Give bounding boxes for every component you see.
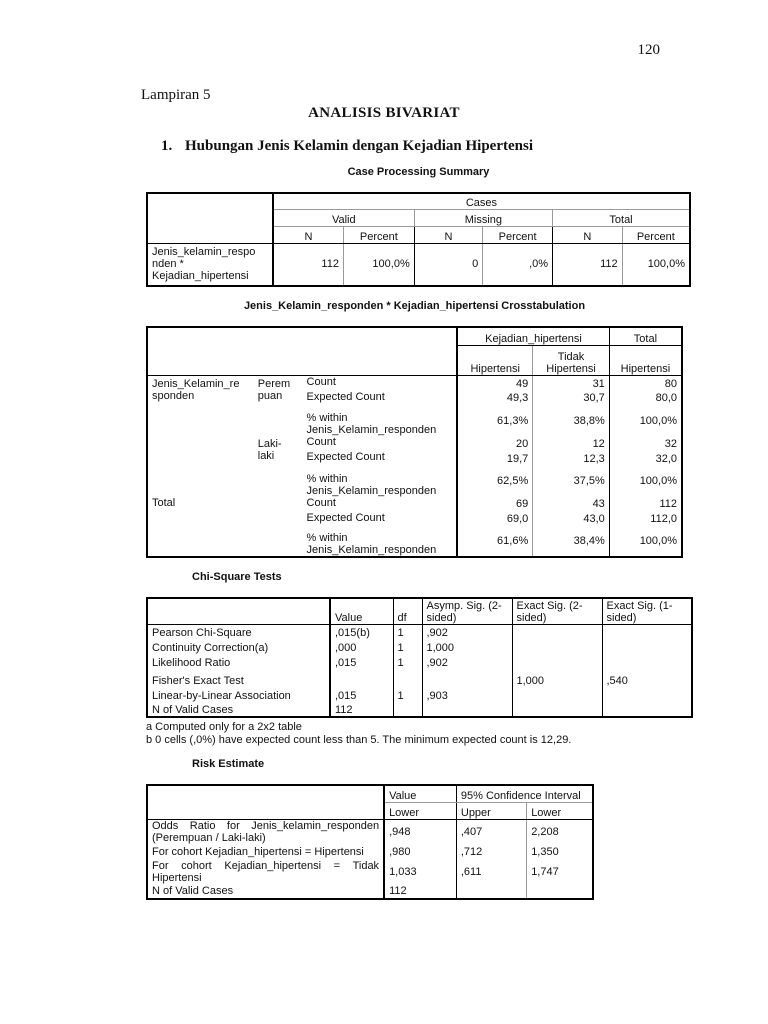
crosstab-value-cell: 20 [516,437,529,450]
corner-cell [147,346,457,376]
crosstab-value-cell: 43,0 [533,512,610,527]
chi-value-cell [422,702,512,717]
crosstab-title: Jenis_Kelamin_responden * Kejadian_hipertensi Crosstabulation [243,300,586,312]
crosstab-value-cell: 100,0% [609,466,682,496]
crosstab-value-cell: 112,0 [609,512,682,527]
col-header: Hipertensi [457,346,533,376]
crosstab-value-cell: 80,0 [609,391,682,406]
chi-value-cell: ,902 [422,624,512,639]
risk-value-cell: ,712 [456,844,526,859]
chi-value-cell: 1 [393,624,422,639]
crosstab-value-cell: 49 [516,377,529,390]
chi-row-label: N of Valid Cases [147,702,330,717]
crosstab-value-cell: 69 [516,498,529,511]
risk-value-cell: ,407 [456,819,526,844]
crosstab-value-cell: 62,5% [497,475,529,488]
col-header: N [414,226,483,243]
corner-cell [147,785,384,802]
chi-row-label: Pearson Chi-Square [147,624,330,639]
chi-value-cell [602,639,692,654]
chi-value-cell: ,000 [335,642,357,654]
crosstab-value-cell: 112 [609,497,682,512]
col-header: Exact Sig. (1-sided) [602,598,692,624]
appendix-label: Lampiran 5 [141,87,211,103]
crosstab-value-cell: 43 [533,497,610,512]
chi-value-cell: ,015 [335,657,357,669]
chi-value-cell: 1,000 [512,669,602,687]
risk-table [146,784,594,900]
chi-value-cell [512,624,602,639]
crosstab-value-cell: 38,4% [533,527,610,557]
section-title: Hubungan Jenis Kelamin dengan Kejadian Hipertensi [185,138,533,154]
crosstab-value-cell: 19,7 [506,452,529,465]
crosstab-stat-label: Expected Count [303,512,458,527]
value-cell: 100,0% [343,243,414,286]
chi-value-cell: 1 [393,654,422,669]
col-header: Tidak Hipertensi [533,346,610,376]
crosstab-group-label [254,436,303,496]
value-cell: ,0% [483,243,553,286]
crosstab-value-cell: 69,0 [506,513,529,526]
chi-value-cell [422,669,512,687]
risk-value-cell [456,884,526,899]
var-label-line: Jenis_Kelamin_re [152,378,240,391]
crosstab-value-cell: 80 [609,376,682,391]
chi-value-cell [512,687,602,702]
chi-value-cell [512,654,602,669]
crosstab-stat-label: % within Jenis_Kelamin_responden [303,406,458,436]
col-header: Value [330,598,393,624]
col-header: N [553,226,623,243]
crosstab-stat-label: Count [303,497,458,512]
chi-value-cell: 1,000 [422,639,512,654]
risk-value-cell: 112 [389,884,407,897]
chi-value-cell [330,669,393,687]
col-header: Lower [384,802,456,819]
risk-value-cell: 1,350 [527,844,593,859]
crosstab-table [146,326,683,558]
chi-value-cell [602,687,692,702]
risk-title: Risk Estimate [192,758,265,770]
col-header: Percent [483,226,553,243]
case-summary-table [146,192,691,287]
chi-title: Chi-Square Tests [192,571,282,583]
row-label-line: Jenis_kelamin_respo [152,246,256,259]
crosstab-value-cell: 61,6% [497,535,529,548]
section-number: 1. [161,138,173,154]
value-cell: 112 [321,258,339,271]
section-heading [161,138,533,155]
page-number: 120 [637,42,660,58]
cases-header: Cases [273,193,690,209]
row-label-line: nden * [152,258,184,271]
crosstab-var-label [147,376,254,497]
crosstab-value-cell: 38,8% [533,406,610,436]
case-summary-title: Case Processing Summary [347,166,490,178]
group-header: Valid [273,209,414,226]
chi-value-cell: 1 [393,639,422,654]
col-header: Lower [527,802,593,819]
group-header: Total [553,209,690,226]
chi-note: a Computed only for a 2x2 table [146,721,302,733]
value-cell: 112 [553,243,623,286]
risk-row-label: For cohort Kejadian_hipertensi = Tidak Hipertensi [147,859,384,883]
chi-value-cell [512,639,602,654]
crosstab-stat-label: Count [303,376,458,391]
chi-value-cell: 1 [393,687,422,702]
crosstab-value-cell: 37,5% [533,466,610,496]
corner-cell [147,327,457,346]
risk-value-cell: 1,747 [527,859,593,883]
col-header: Hipertensi [609,346,682,376]
chi-note: b 0 cells (,0%) have expected count less than 5. The minimum expected count is 12,29. [146,734,572,746]
chi-value-cell [602,702,692,717]
corner-cell [147,193,273,243]
row-label-line: Kejadian_hipertensi [152,270,249,283]
chi-value-cell: 112 [335,704,353,716]
crosstab-group-header: Kejadian_hipertensi [457,327,609,346]
chi-value-cell [512,702,602,717]
crosstab-stat-label: Expected Count [303,451,458,466]
group-label-line: puan [257,390,283,403]
chi-row-label: Continuity Correction(a) [147,639,330,654]
col-header: df [393,598,422,624]
crosstab-stat-label: % within Jenis_Kelamin_responden [303,527,458,557]
crosstab-value-cell: 100,0% [609,406,682,436]
row-label [147,243,273,286]
crosstab-value-cell: 30,7 [533,391,610,406]
risk-value-cell: 1,033 [389,865,417,878]
group-header: Missing [414,209,552,226]
chi-row-label: Fisher's Exact Test [147,669,330,687]
risk-value-cell: ,611 [456,859,526,883]
crosstab-value-cell: 31 [533,376,610,391]
risk-row-label: For cohort Kejadian_hipertensi = Hipertensi [147,844,384,859]
value-cell: 0 [414,243,483,286]
col-header: N [273,226,344,243]
chi-value-cell: ,540 [602,669,692,687]
risk-value-cell [527,884,593,899]
crosstab-value-cell: 49,3 [506,392,529,405]
crosstab-value-cell: 12 [533,436,610,451]
col-header: Value [384,785,456,802]
col-header: 95% Confidence Interval [456,785,593,802]
chi-square-table [146,597,693,718]
chi-row-label: Linear-by-Linear Association [147,687,330,702]
crosstab-stat-label: Count [303,436,458,451]
crosstab-value-cell: 32,0 [609,451,682,466]
chi-row-label: Likelihood Ratio [147,654,330,669]
crosstab-value-cell: 100,0% [609,527,682,557]
risk-value-cell: 2,208 [527,819,593,844]
risk-value-cell: ,948 [389,826,411,839]
crosstab-stat-label: Expected Count [303,391,458,406]
value-cell: 100,0% [622,243,690,286]
page-title: ANALISIS BIVARIAT [308,105,460,121]
chi-value-cell [602,624,692,639]
chi-value-cell: ,903 [422,687,512,702]
crosstab-group-label [254,376,303,436]
crosstab-value-cell: 12,3 [533,451,610,466]
col-header: Percent [622,226,690,243]
var-label-line: sponden [152,390,195,403]
chi-value-cell: ,015(b) [335,627,370,639]
col-header: Upper [456,802,526,819]
risk-value-cell: ,980 [389,845,411,858]
group-label-line: Laki- [257,438,282,451]
crosstab-value-cell: 61,3% [497,415,529,428]
col-header: Percent [343,226,414,243]
crosstab-value-cell: 32 [609,436,682,451]
crosstab-total-label: Total [152,496,176,509]
corner-cell [147,802,384,819]
risk-row-label: Odds Ratio for Jenis_kelamin_responden (Perempuan / Laki-laki) [147,819,384,844]
risk-row-label: N of Valid Cases [147,884,384,899]
chi-value-cell: ,015 [335,690,357,702]
group-label-line: laki [257,450,275,463]
chi-value-cell [393,702,422,717]
crosstab-stat-label: % within Jenis_Kelamin_responden [303,466,458,496]
corner-cell [147,598,330,624]
col-header: Exact Sig. (2-sided) [512,598,602,624]
chi-value-cell [393,669,422,687]
col-header: Asymp. Sig. (2-sided) [422,598,512,624]
chi-value-cell [602,654,692,669]
crosstab-total-header: Total [609,327,682,346]
chi-value-cell: ,902 [422,654,512,669]
group-label-line: Perem [257,378,291,391]
